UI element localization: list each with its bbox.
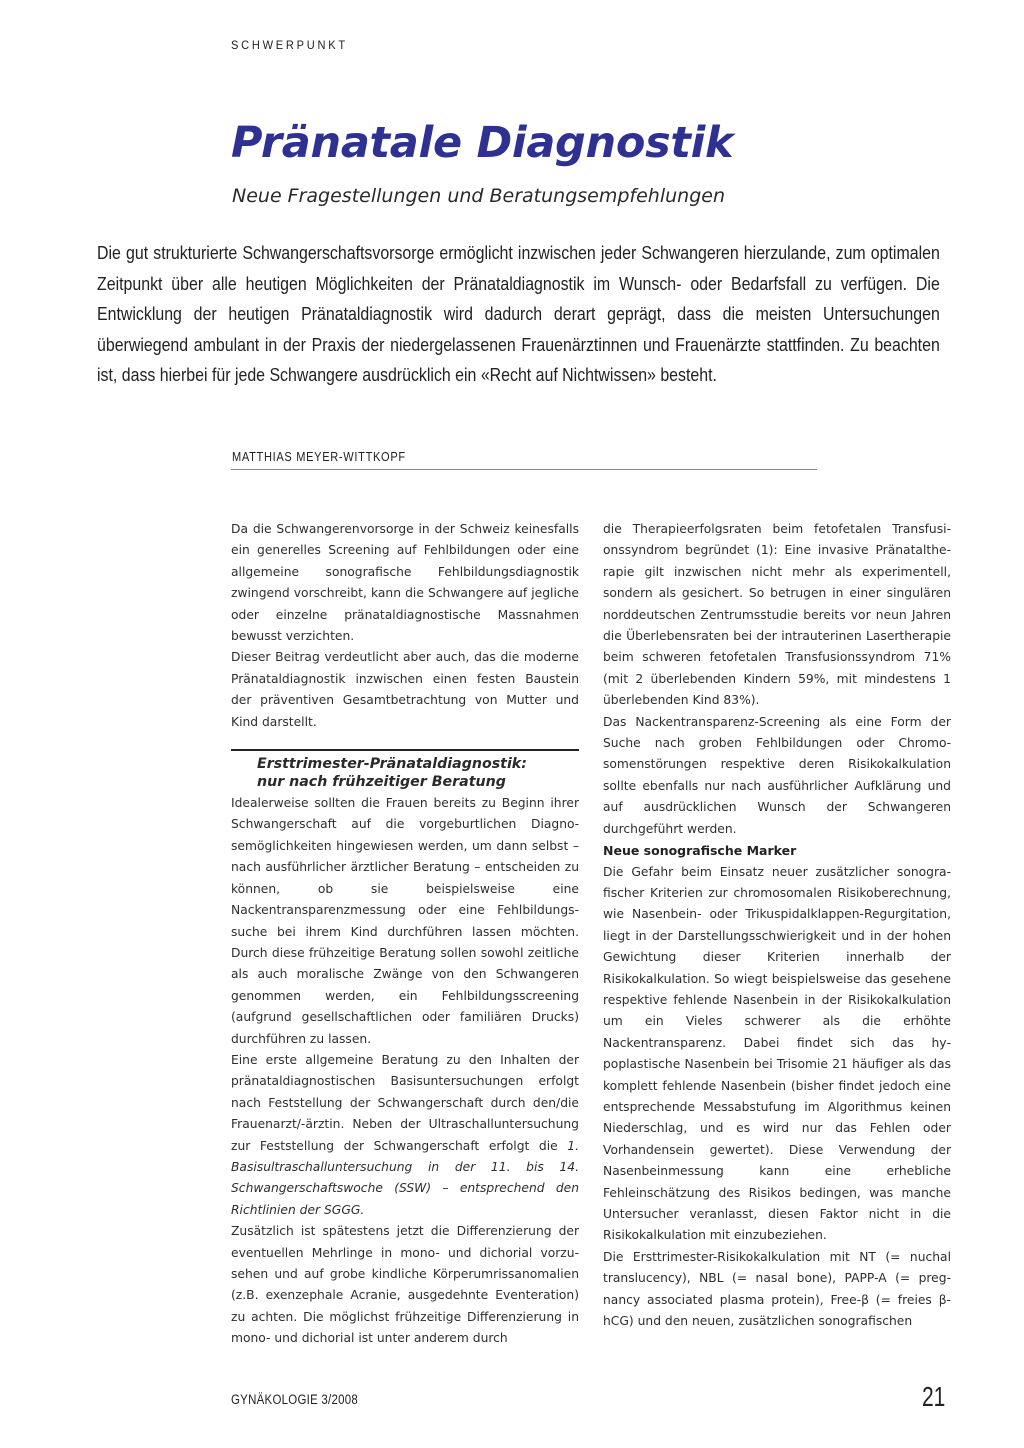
left-paragraph-1: Da die Schwangerenvorsorge in der Schweiz keinesfalls ein generelles Screening auf Fehlbildungen oder eine allgemeine sonografische Fehlbildungsdiagnostik zwingend vorschreibt, kann die Schwangere auf jegliche oder einzelne pränataldiagnostische Massnahmen bewusst verzichten. — [231, 522, 579, 644]
author-divider — [231, 469, 817, 470]
left-column — [231, 519, 579, 1350]
article-title: Pränatale Diagnostik — [231, 118, 734, 168]
left-paragraph-4-text: Eine erste allgemeine Beratung zu den Inhalten der pränataldiagnostischen Basisuntersuchungen erfolgt nach Feststellung der Schwangerschaft durch den/die Frauenarzt/-ärztin. Neben der Ultraschalluntersuchung zur Feststellung der Schwangerschaft erfolgt die — [231, 1052, 579, 1153]
right-paragraph-4: Die Ersttrimester-Risikokalkulation mit NT (= nuchal translucency), NBL (= nasal bone), PAPP-A (= pregnancy associated plasma protein), Free-β (= freies β-hCG) und den neuen, zusätzlichen sonografischen — [603, 1249, 951, 1329]
left-paragraph-5: Zusätzlich ist spätestens jetzt die Differenzierung der eventuellen Mehrlinge in mono- und dichorial vorzusehen und auf grobe kindliche Körperumrissanomalien (z.B. exenzephale Acranie, ausgedehnte Eventeration) zu achten. Die möglichst frühzeitige Differenzierung in mono- und dichorial ist unter anderem durch — [231, 1224, 579, 1346]
box-divider — [231, 749, 579, 751]
footer-journal: GYNÄKOLOGIE 3/2008 — [231, 1392, 359, 1407]
box-heading-line-1: Ersttrimester-Pränataldiagnostik: — [257, 756, 527, 773]
left-paragraph-4-italic: 1. Basisultraschalluntersuchung in der 11. bis 14. Schwangerschaftswoche (SSW) – entsprechend den Richtlinien der SGGG. — [231, 1138, 579, 1217]
article-subtitle: Neue Fragestellungen und Beratungsempfehlungen — [232, 185, 726, 207]
left-paragraph-2: Dieser Beitrag verdeutlicht aber auch, das die moderne Pränataldiagnostik inzwischen einen festen Baustein der präventiven Gesamtbetrachtung von Mutter und Kind darstellt. — [231, 650, 579, 729]
page-number: 21 — [922, 1381, 946, 1412]
box-heading — [231, 755, 579, 791]
lead-paragraph: Die gut strukturierte Schwangerschaftsvorsorge ermöglicht inzwischen jeder Schwangeren hierzulande, zum optimalen Zeitpunkt über alle heutigen Möglichkeiten der Pränataldiagnostik im Wunsch- oder Bedarfsfall zu verfügen. Die Entwicklung der heutigen Pränataldiagnostik wird dadurch derart geprägt, dass die meisten Untersuchungen überwiegend ambulant in der Praxis der niedergelassenen Frauenärztinnen und Frauenärzte stattfinden. Zu beachten ist, dass hierbei für jede Schwangere ausdrücklich ein «Recht auf Nichtwissen» besteht. — [97, 242, 940, 385]
box-heading-line-2: nur nach frühzeitiger Beratung — [257, 774, 506, 791]
left-paragraph-3: Idealerweise sollten die Frauen bereits zu Beginn ihrer Schwangerschaft auf die vorgeburtlichen Diagnosemöglichkeiten hingewiesen werden, um dann selbst – nach ausführlicher ärztlicher Beratung – entscheiden zu können, ob sie beispielsweise eine Nackentransparenzmessung oder eine Fehlbildungssuche bei ihrem Kind durchführen lassen möchten. Durch diese frühzeitige Beratung sollen sowohl zeitliche als auch moralische Zwänge von den Schwangeren genommen werden, ein Fehlbildungsscreening (aufgrund gesellschaftlichen oder familiären Drucks) durchführen zu lassen. — [231, 796, 579, 1046]
right-column — [603, 519, 951, 1332]
author-name: MATTHIAS MEYER-WITTKOPF — [232, 449, 406, 464]
right-paragraph-1: die Therapieerfolgsraten beim fetofetalen Transfusionssyndrom begründet (1): Eine invasive Pränataltherapie gilt inzwischen nicht mehr als experimentell, sondern als gesichert. So betrugen in einer singulären norddeutschen Zentrumsstudie bereits vor neun Jahren die Überlebensraten bei der intrauterinen Lasertherapie beim schweren fetofetalen Transfusionssyndrom 71% (mit 2 überlebenden Kindern 59%, mit mindestens 1 überlebenden Kind 83%). — [603, 522, 951, 708]
right-paragraph-3: Die Gefahr beim Einsatz neuer zusätzlicher sonografischer Kriterien zur chromosomalen Risikoberechnung, wie Nasenbein- oder Trikuspidalklappen-Regurgitation, liegt in der Darstellungsschwierigkeit und in der hohen Gewichtung dieser Kriterien innerhalb der Risikokalkulation. So wiegt beispielsweise das gesehene respektive fehlende Nasenbein in der Risikokalkulation um ein Vieles schwerer als die erhöhte Nackentransparenz. Dabei findet sich das hypoplastische Nasenbein bei Trisomie 21 häufiger als das komplett fehlende Nasenbein (bisher findet jedoch eine entsprechende Messabstufung im Algorithmus keinen Niederschlag, und es wird nur das Fehlen oder Vorhandensein gewertet). Diese Verwendung der Nasenbeinmessung kann eine erhebliche Fehleinschätzung des Risikos bedingen, was manche Untersucher veranlasst, diesen Faktor nicht in die Risikokalkulation mit einzubeziehen. — [603, 864, 951, 1243]
left-paragraph-4 — [231, 1050, 579, 1221]
section-subheading: Neue sonografische Marker — [603, 843, 797, 859]
section-label: SCHWERPUNKT — [231, 38, 348, 52]
right-paragraph-2: Das Nackentransparenz-Screening als eine Form der Suche nach groben Fehlbildungen oder Chromosomenstörungen respektive deren Risikokalkulation sollte ebenfalls nur nach ausführlicher Aufklärung und auf ausdrücklichen Wunsch der Schwangeren durchgeführt werden. — [603, 714, 951, 836]
